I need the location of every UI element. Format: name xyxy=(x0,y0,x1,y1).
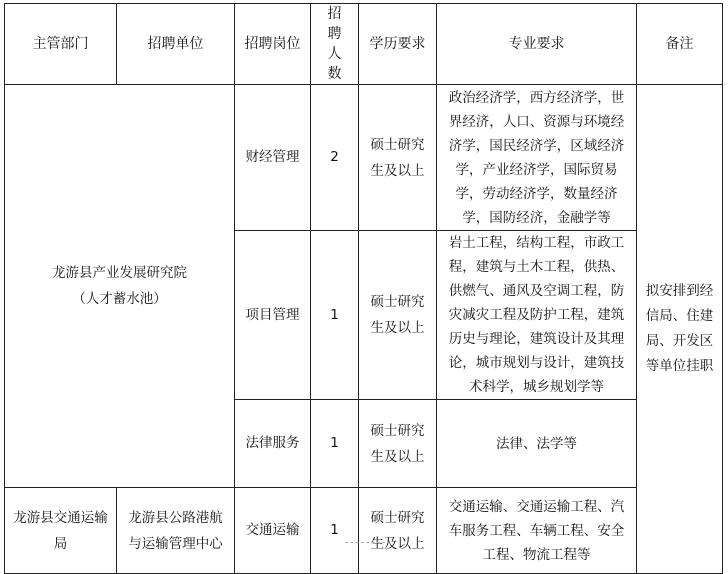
row3-education-text: 硕士研究生及以上 xyxy=(370,422,425,465)
row3-count: 1 xyxy=(311,400,359,488)
header-hiring-unit: 招聘单位 xyxy=(117,4,235,85)
row1-dept-cell xyxy=(5,85,235,488)
row2-position: 项目管理 xyxy=(235,231,311,400)
header-note: 备注 xyxy=(637,4,723,85)
row1-position: 财经管理 xyxy=(235,85,311,231)
row4-position: 交通运输 xyxy=(235,488,311,574)
row4-dept-cell xyxy=(5,488,117,574)
row4-hiring-unit-text: 龙游县公路港航与运输管理中心 xyxy=(128,509,223,552)
table-row xyxy=(5,85,723,231)
header-count xyxy=(311,4,359,85)
row1-dept-text: 龙游县产业发展研究院（人才蓄水池） xyxy=(52,265,187,307)
row2-count: 1 xyxy=(311,231,359,400)
row4-major-text: 交通运输、交通运输工程、汽车服务工程、车辆工程、安全工程、物流工程等 xyxy=(448,498,625,563)
row2-major-cell xyxy=(437,231,637,400)
row1-major-cell xyxy=(437,85,637,231)
row2-education-text: 硕士研究生及以上 xyxy=(370,294,425,336)
header-dept: 主管部门 xyxy=(5,4,117,85)
header-major: 专业要求 xyxy=(437,4,637,85)
page-break-marker xyxy=(345,542,385,543)
row1-education-text: 硕士研究生及以上 xyxy=(370,136,425,179)
row1-major-text: 政治经济学，西方经济学，世界经济，人口、资源与环境经济学，国民经济学，区域经济学，产业经济学，国际贸易学，劳动经济学，数量经济学，国防经济，金融学等 xyxy=(448,89,625,226)
recruitment-table xyxy=(4,3,723,574)
row3-major-cell xyxy=(437,400,637,488)
header-row xyxy=(5,4,723,85)
row2-major-text: 岩土工程，结构工程，市政工程，建筑与土木工程，供热、供燃气、通风及空调工程，防灾减灾工程及防护工程，建筑历史与理论，建筑设计及其理论，城市规划与设计，建筑技术科学，城乡规划学等 xyxy=(448,235,625,395)
header-count-text: 招聘人数 xyxy=(327,6,342,82)
row3-major-text: 法律、法学等 xyxy=(496,435,577,452)
row3-education-cell xyxy=(359,400,437,488)
row4-major-cell xyxy=(437,488,637,574)
row4-education-text: 硕士研究生及以上 xyxy=(370,509,425,552)
table-row xyxy=(5,488,723,574)
header-education: 学历要求 xyxy=(359,4,437,85)
row4-count: 1 xyxy=(311,488,359,574)
row4-dept-text: 龙游县交通运输局 xyxy=(13,509,108,552)
header-position: 招聘岗位 xyxy=(235,4,311,85)
note-cell xyxy=(637,85,723,574)
row3-position: 法律服务 xyxy=(235,400,311,488)
row4-education-cell xyxy=(359,488,437,574)
row4-hiring-unit-cell xyxy=(117,488,235,574)
row1-count: 2 xyxy=(311,85,359,231)
row2-education-cell xyxy=(359,231,437,400)
row1-education-cell xyxy=(359,85,437,231)
note-text: 拟安排到经信局、住建局、开发区等单位挂职 xyxy=(645,283,714,374)
